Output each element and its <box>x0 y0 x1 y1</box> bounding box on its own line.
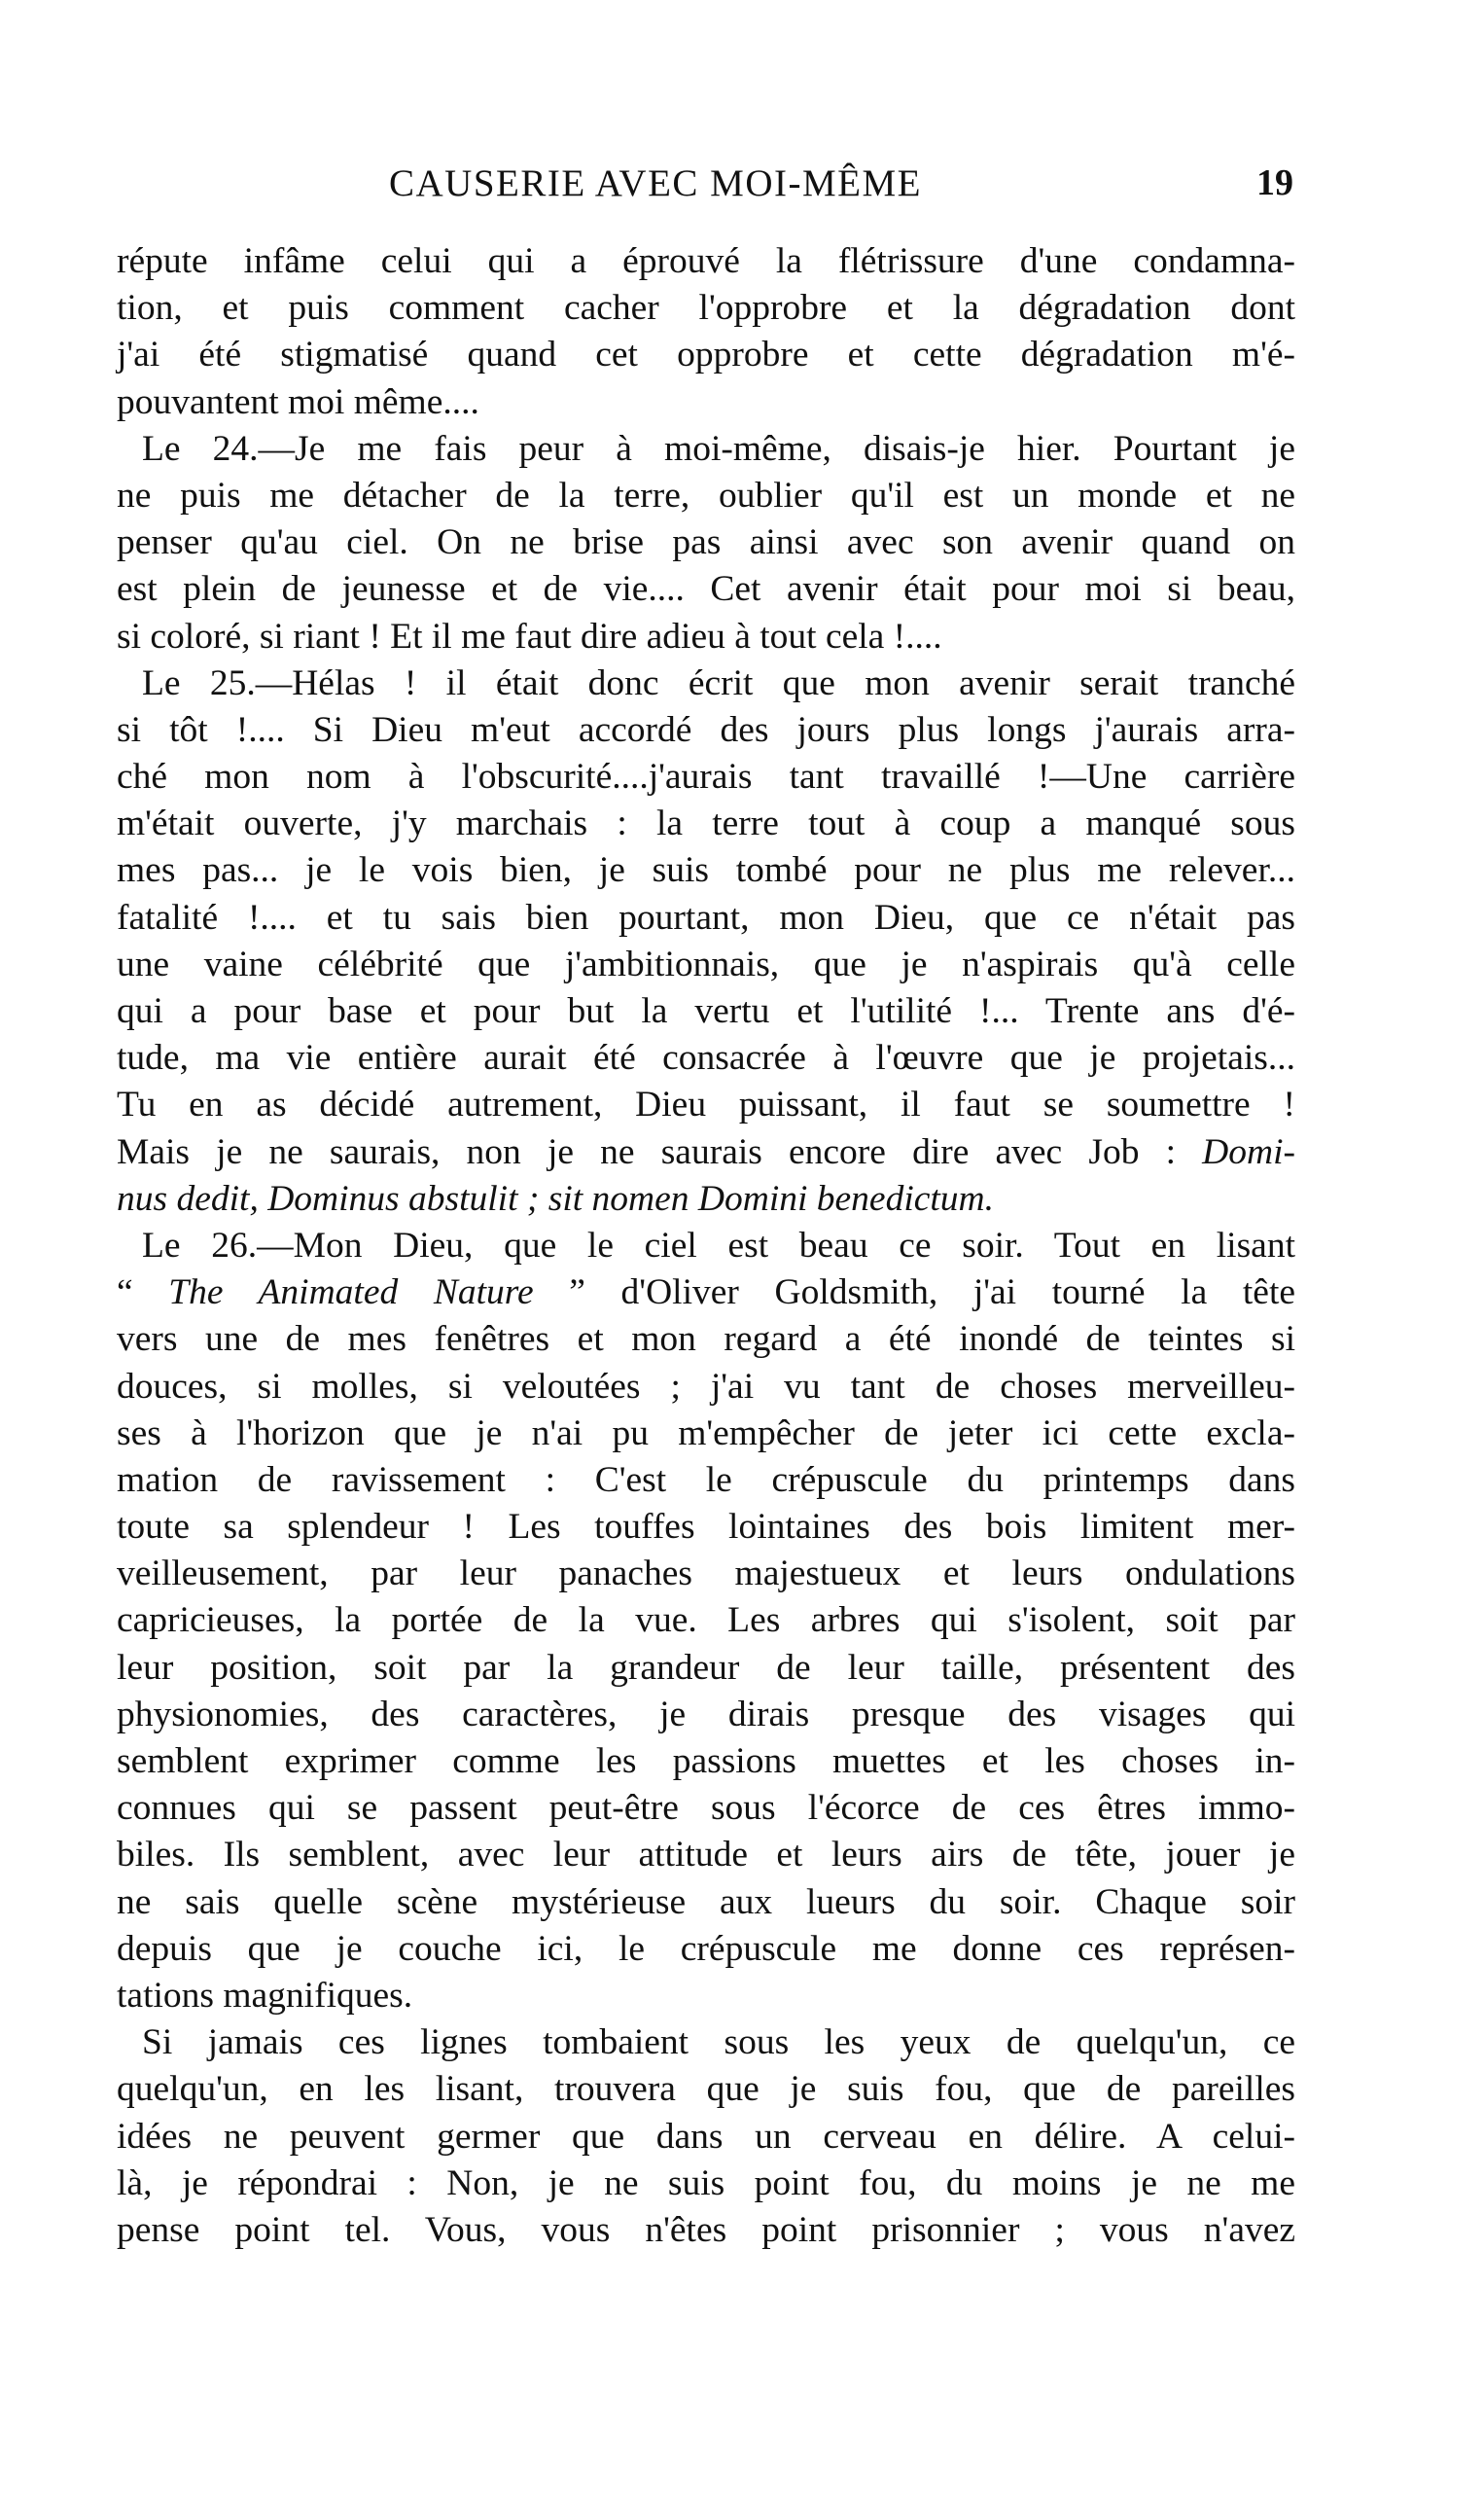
text-line: capricieuses, la portée de la vue. Les arbres qui s'isolent, soit par <box>117 1600 1295 1641</box>
running-title: CAUSERIE AVEC MOI-MÊME <box>389 162 922 204</box>
text-line: Le 24.—Je me fais peur à moi-même, disais-je hier. Pourtant je <box>142 428 1295 469</box>
text-line: fatalité !.... et tu sais bien pourtant, mon Dieu, que ce n'était pas <box>117 897 1295 938</box>
text-line: idées ne peuvent germer que dans un cerveau en délire. A celui- <box>117 2116 1295 2157</box>
text-line: vers une de mes fenêtres et mon regard a été inondé de teintes si <box>117 1319 1295 1360</box>
text-line: tude, ma vie entière aurait été consacrée à l'œuvre que je projetais... <box>117 1038 1295 1079</box>
text-line: quelqu'un, en les lisant, trouvera que je suis fou, que de pareilles <box>117 2069 1295 2110</box>
text-line: penser qu'au ciel. On ne brise pas ainsi avec son avenir quand on <box>117 522 1295 563</box>
text-line: Le 25.—Hélas ! il était donc écrit que mon avenir serait tranché <box>142 662 1295 703</box>
text-line: depuis que je couche ici, le crépuscule me donne ces représen- <box>117 1928 1295 1969</box>
text-line: pense point tel. Vous, vous n'êtes point prisonnier ; vous n'avez <box>117 2209 1295 2250</box>
text-segment: ” d'Oliver Goldsmith, j'ai tourné la tête <box>569 1272 1296 1313</box>
text-line: mes pas... je le vois bien, je suis tombé pour ne plus me relever... <box>117 850 1295 891</box>
text-line: physionomies, des caractères, je dirais presque des visages qui <box>117 1694 1295 1734</box>
text-line: qui a pour base et pour but la vertu et l'utilité !... Trente ans d'é- <box>117 991 1295 1031</box>
body-text <box>117 238 1295 2254</box>
text-line: une vaine célébrité que j'ambitionnais, que je n'aspirais qu'à celle <box>117 944 1295 984</box>
running-head <box>117 161 1293 220</box>
text-line: tion, et puis comment cacher l'opprobre et la dégradation dont <box>117 288 1295 329</box>
text-line: si coloré, si riant ! Et il me faut dire adieu à tout cela !.... <box>117 616 942 657</box>
text-line: Le 26.—Mon Dieu, que le ciel est beau ce soir. Tout en lisant <box>142 1225 1295 1266</box>
text-line: m'était ouverte, j'y marchais : la terre tout à coup a manqué sous <box>117 804 1295 844</box>
text-line: Tu en as décidé autrement, Dieu puissant, il faut se soumettre ! <box>117 1085 1295 1125</box>
text-line: ne puis me détacher de la terre, oublier qu'il est un monde et ne <box>117 475 1295 516</box>
text-line: pouvantent moi même.... <box>117 381 479 422</box>
text-line <box>117 1129 1295 1176</box>
text-line: mation de ravissement : C'est le crépuscule du printemps dans <box>117 1459 1295 1500</box>
text-line: toute sa splendeur ! Les touffes lointaines des bois limitent mer- <box>117 1507 1295 1548</box>
page-number: 19 <box>1256 162 1293 203</box>
text-line: veilleusement, par leur panaches majestueux et leurs ondulations <box>117 1554 1295 1594</box>
text-line: répute infâme celui qui a éprouvé la flétrissure d'une condamna- <box>117 241 1295 281</box>
book-title: The Animated Nature <box>168 1272 534 1313</box>
text-line: Si jamais ces lignes tombaient sous les yeux de quelqu'un, ce <box>142 2022 1295 2063</box>
text-line: connues qui se passent peut-être sous l'écorce de ces êtres immo- <box>117 1788 1295 1829</box>
italic-segment: Domi- <box>1202 1131 1295 1172</box>
text-line: tations magnifiques. <box>117 1975 413 2016</box>
text-line: ses à l'horizon que je n'ai pu m'empêcher de jeter ici cette excla- <box>117 1412 1295 1453</box>
text-line <box>117 1269 1295 1316</box>
text-line: là, je répondrai : Non, je ne suis point fou, du moins je ne me <box>117 2162 1295 2203</box>
text-line: ché mon nom à l'obscurité....j'aurais tant travaillé !—Une carrière <box>117 757 1295 798</box>
text-line: si tôt !.... Si Dieu m'eut accordé des jours plus longs j'aurais arra- <box>117 709 1295 750</box>
quote-open: “ <box>117 1272 133 1313</box>
text-segment: Mais je ne saurais, non je ne saurais encore dire avec Job : <box>117 1131 1177 1172</box>
text-line: ne sais quelle scène mystérieuse aux lueurs du soir. Chaque soir <box>117 1881 1295 1922</box>
text-line: est plein de jeunesse et de vie.... Cet avenir était pour moi si beau, <box>117 569 1295 610</box>
text-line: douces, si molles, si veloutées ; j'ai vu tant de choses merveilleu- <box>117 1366 1295 1407</box>
text-line: j'ai été stigmatisé quand cet opprobre et cette dégradation m'é- <box>117 335 1295 375</box>
text-line: semblent exprimer comme les passions muettes et les choses in- <box>117 1741 1295 1781</box>
text-line: biles. Ils semblent, avec leur attitude et leurs airs de tête, jouer je <box>117 1835 1295 1875</box>
text-line: leur position, soit par la grandeur de leur taille, présentent des <box>117 1647 1295 1688</box>
text-line: nus dedit, Dominus abstulit ; sit nomen Domini benedictum. <box>117 1178 995 1219</box>
